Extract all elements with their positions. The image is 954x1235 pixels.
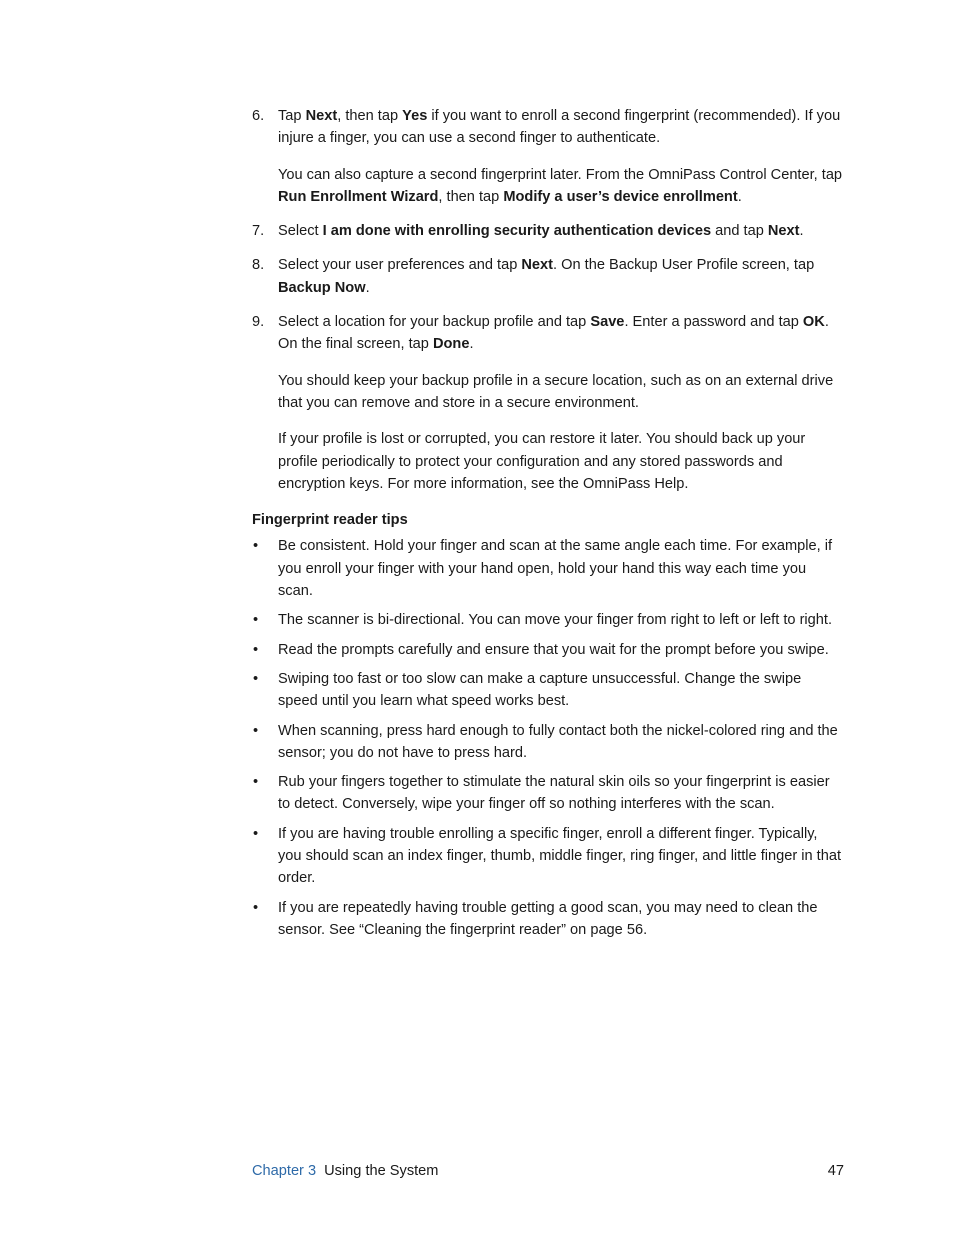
bullet-icon: • [253, 774, 259, 791]
tip-item [252, 639, 844, 661]
text-run: You can also capture a second fingerprint later. From the OmniPass Control Center, tap [278, 166, 843, 183]
tips-list [252, 535, 844, 941]
text-run: and tap [711, 223, 768, 240]
tip-item [252, 720, 844, 765]
numbered-steps [252, 105, 844, 495]
text-run: , then tap [337, 108, 403, 124]
text-run: You should keep your backup profile in a secure location, such as on an external drive that you can remove and store in a secure environment. [278, 372, 834, 411]
bold-term: Done [432, 336, 470, 353]
bold-term: OK [802, 314, 825, 331]
footer-title: Using the System [324, 1163, 439, 1179]
step-note [278, 164, 844, 209]
bold-term: Run Enrollment Wizard [278, 188, 439, 205]
step-text [278, 220, 844, 242]
text-run: . [799, 223, 804, 240]
numbered-step [252, 254, 844, 299]
bold-term: I am done with enrolling security authentication devices [322, 223, 712, 240]
tip-text: Swiping too fast or too slow can make a capture unsuccessful. Change the swipe speed until you learn what speed works best. [278, 670, 802, 710]
tips-heading: Fingerprint reader tips [252, 512, 408, 529]
tip-item [252, 668, 844, 713]
tip-item [252, 609, 844, 631]
text-run: Tap [278, 108, 306, 124]
footer-chapter: Chapter 3 [252, 1163, 317, 1179]
bold-term: Backup Now [278, 279, 366, 296]
tip-text: The scanner is bi-directional. You can move your finger from right to left or left to right. [278, 612, 833, 629]
step-note [278, 370, 844, 415]
text-run: Select your user preferences and tap [278, 257, 522, 274]
tip-item [252, 897, 844, 942]
tip-item [252, 535, 844, 602]
text-run: , then tap [438, 188, 504, 205]
step-number: 8. [252, 257, 265, 274]
tip-text: Rub your fingers together to stimulate the natural skin oils so your fingerprint is easier to detect. Conversely, wipe your finger off so nothing interferes with the scan. [278, 774, 830, 813]
text-run: . Enter a password and tap [624, 314, 803, 331]
step-number: 9. [252, 314, 265, 331]
bullet-icon: • [253, 612, 259, 629]
text-run: Select [278, 223, 323, 240]
text-run: if you want to enroll a second fingerprint (recommended). If you injure a finger, you can use a second finger to authenticate. [278, 108, 841, 147]
step-number: 6. [252, 108, 265, 124]
step-text [278, 105, 844, 150]
bold-term: Next [767, 223, 800, 240]
bullet-icon: • [253, 670, 259, 687]
text-run: Select a location for your backup profile and tap [278, 314, 591, 331]
bullet-icon: • [253, 538, 259, 555]
tip-item [252, 823, 844, 890]
bold-term: Next [521, 257, 554, 274]
page-content [252, 105, 844, 941]
bold-term: Save [590, 314, 625, 331]
step-text [278, 311, 844, 356]
text-run: . [365, 279, 370, 296]
step-number: 7. [252, 223, 265, 240]
text-run: . [469, 336, 474, 353]
bullet-icon: • [253, 825, 259, 842]
tip-text: If you are having trouble enrolling a specific finger, enroll a different finger. Typically, you should scan an index finger, thumb, middle finger, ring finger, and little finger in that order. [278, 825, 842, 887]
step-note [278, 428, 844, 495]
tip-text: Read the prompts carefully and ensure that you wait for the prompt before you swipe. [278, 641, 829, 658]
page-footer [252, 1160, 844, 1182]
bold-term: Yes [402, 108, 428, 124]
bullet-icon: • [253, 899, 259, 916]
page-number: 47 [827, 1163, 844, 1179]
bold-term: Modify a user’s device enrollment [503, 188, 738, 205]
tip-text: Be consistent. Hold your finger and scan at the same angle each time. For example, if you enroll your finger with your hand open, hold your hand this way each time you scan. [278, 538, 833, 600]
text-run: . On the final screen, tap [278, 314, 829, 353]
text-run: . On the Backup User Profile screen, tap [553, 257, 815, 274]
bullet-icon: • [253, 641, 259, 658]
bold-term: Next [305, 108, 338, 124]
text-run: . [737, 188, 742, 205]
numbered-step [252, 311, 844, 495]
numbered-step [252, 220, 844, 242]
bullet-icon: • [253, 722, 259, 739]
numbered-step [252, 105, 844, 208]
tip-text: If you are repeatedly having trouble getting a good scan, you may need to clean the sensor. See “Cleaning the fingerprint reader” on page 56. [278, 899, 818, 938]
step-text [278, 254, 844, 299]
text-run: If your profile is lost or corrupted, you can restore it later. You should back up your profile periodically to protect your configuration and any stored passwords and encryption keys. For more information, see the OmniPass Help. [278, 431, 806, 492]
tip-item [252, 771, 844, 816]
tip-text: When scanning, press hard enough to fully contact both the nickel-colored ring and the sensor; you do not have to press hard. [278, 722, 838, 761]
